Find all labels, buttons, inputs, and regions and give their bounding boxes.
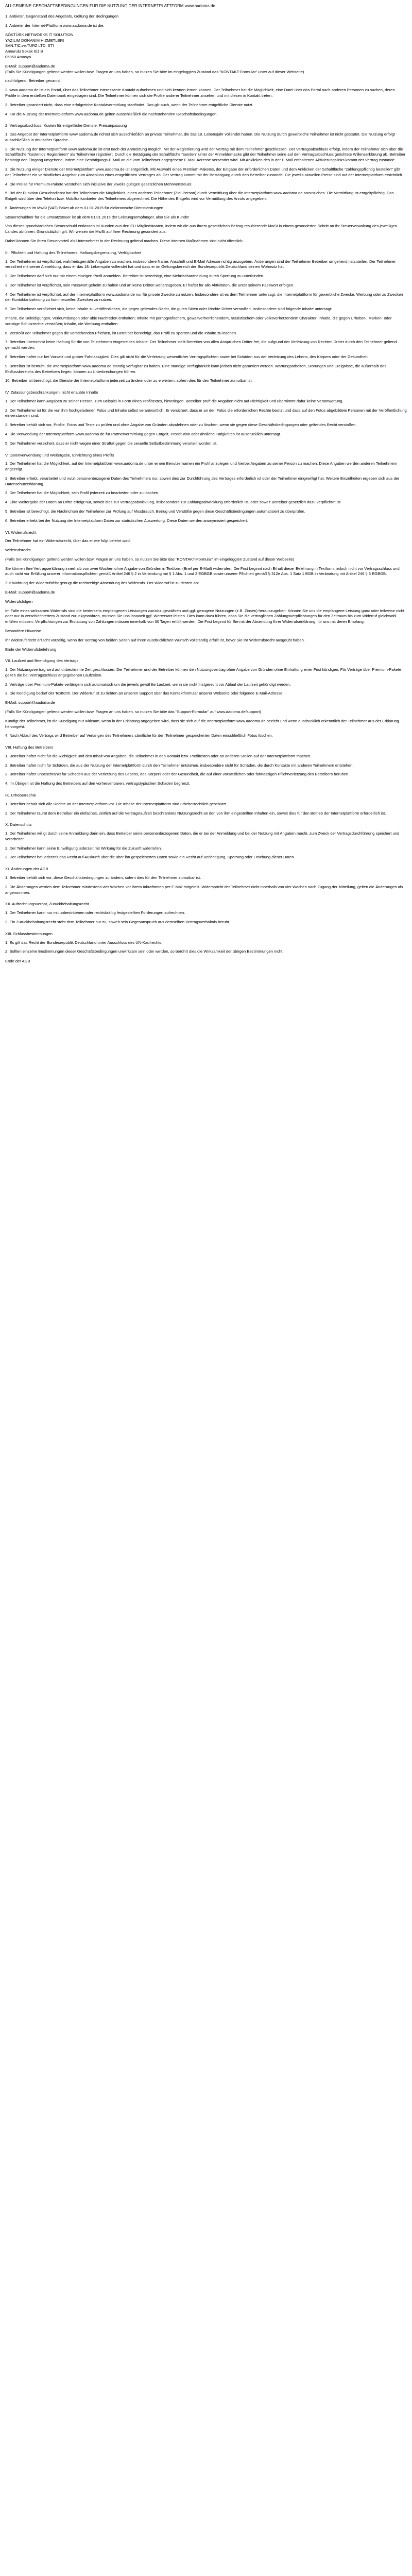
- section-paragraph: 1. Das Angebot der Internetplattform www.aadoma.de richtet sich ausschließlich an private Teilnehmer, die das 18. Lebensjahr vollendet haben. Die Nutzung durch gewerbliche Teilnehmer ist nicht gestattet. Die Nutzung erfolgt ausschließlich in deutscher Sprache.: [5, 132, 395, 142]
- section-paragraph: 2. Die Nutzung der Internetplattform www.aadoma.de ist erst nach der Anmeldung möglich. Mit der Registrierung wird der Vertrag mit dem Teilnehmer geschlossen. Der Vertragsabschluss erfolgt, indem der Teilnehmer sich über die Schaltfläche "kostenlos Registrieren" als Teilnehmer registriert. Durch die Betätigung der Schaltfläche "senden" unter der Anmeldemaske gibt der Teilnehmer seine auf den Vertragsabschluss gerichtete Willenserklärung ab. Betreiber bestätigt den Eingang umgehend, indem eine Bestätigungs-E-Mail an die vom Teilnehmer angegebene E-Mail-Adresse versendet wird. Mit Anklicken des in der E-Mail enthaltenen Aktivierungslinks kommt der Vertrag zustande.: [5, 146, 406, 163]
- section-paragraph: 1. Der Teilnehmer kann nur mit unbestrittenen oder rechtskräftig festgestellten Forderungen aufrechnen.: [5, 910, 185, 916]
- agb-section: [5, 822, 407, 860]
- agb-section: [5, 902, 407, 925]
- section-paragraph: 4. Die Verwendung der Internetplattform www.aadoma.de für Partnervermittlung gegen Entgelt, Prostitution oder ähnliche Tätigkeiten ist ausdrücklich untersagt.: [5, 431, 281, 436]
- section-paragraph: 2. Der Teilnehmer kann seine Einwilligung jederzeit mit Wirkung für die Zukunft widerrufen.: [5, 845, 162, 851]
- agb-section: [5, 88, 407, 117]
- section-heading: VII. Laufzeit und Beendigung des Vertrags: [5, 658, 79, 664]
- section-paragraph: 5. Der Teilnehmer versichert, dass er nicht wegen einer Straftat gegen die sexuelle Selbstbestimmung verurteilt worden ist.: [5, 440, 218, 446]
- section-paragraph: 4. Für die Nutzung der Internetplattform www.aadoma.de gelten ausschließlich die nachstehenden Geschäftsbedingungen.: [5, 111, 218, 116]
- section-paragraph: 1. Betreiber behält sich vor, diese Geschäftsbedingungen zu ändern, sofern dies für den Teilnehmer zumutbar ist.: [5, 875, 201, 880]
- section-paragraph: 3. Der Teilnehmer hat die Möglichkeit, sein Profil jederzeit zu bearbeiten oder zu löschen.: [5, 490, 160, 496]
- section-paragraph: 3. Betreiber behält sich vor, Profile, Fotos und Texte zu prüfen und ohne Angabe von Gründen abzulehnen oder zu löschen, wenn sie gegen diese Geschäftsbedingungen oder geltendes Recht verstoßen.: [5, 422, 357, 428]
- section-paragraph: Im Falle eines wirksamen Widerrufs sind die beiderseits empfangenen Leistungen zurückzugewähren und ggf. gezogene Nutzungen (z.B. Zinsen) herauszugeben. Können Sie uns die empfangene Leistung ganz oder teilweise nicht oder nur in verschlechtertem Zustand zurückgewähren, müssen Sie uns insoweit ggf. Wertersatz leisten. Dies kann dazu führen, dass Sie die vertraglichen Zahlungsverpflichtungen für den Zeitraum bis zum Widerruf gleichwohl erfüllen müssen. Verpflichtungen zur Erstattung von Zahlungen müssen innerhalb von 30 Tagen erfüllt werden. Die Frist beginnt für Sie mit der Absendung Ihrer Widerrufserklärung, für uns mit deren Empfang.: [5, 608, 405, 624]
- section-paragraph: 9. Betreiber ist bemüht, die Internetplattform www.aadoma.de ständig verfügbar zu halten. Eine ständige Verfügbarkeit kann jedoch nicht garantiert werden. Wartungsarbeiten, Störungen und Ereignisse, die außerhalb des Einflussbereichs des Betreibers liegen, können zu Unterbrechungen führen.: [5, 363, 387, 374]
- section-paragraph: Sie können Ihre Vertragserklärung innerhalb von zwei Wochen ohne Angabe von Gründen in Textform (Brief per E-Mail) widerrufen. Die Frist beginnt nach Erhalt dieser Belehrung in Textform, jedoch nicht vor Vertragsschluss und auch nicht vor Erfüllung unserer Informationspflichten gemäß Artikel 246 § 2 in Verbindung mit § 1 Abs. 1 und 2 EGBGB sowie unserer Pflichten gemäß § 312e Abs. 1 Satz 1 BGB in Verbindung mit Artikel 246 § 3 EGBGB.: [5, 566, 400, 577]
- section-paragraph: 8. Betreiber haftet nur bei Vorsatz und grober Fahrlässigkeit. Dies gilt nicht für die Verletzung wesentlicher Vertragspflichten sowie bei Schäden aus der Verletzung des Lebens, des Körpers oder der Gesundheit.: [5, 354, 369, 359]
- page-title: ALLGEMEINE GESCHÄFTSBEDINGUNGEN FÜR DIE NUTZUNG DER INTERNETPLATTFORM www.aadoma.de: [5, 4, 215, 8]
- agb-section: [5, 745, 407, 787]
- section-paragraph: 1. Es gilt das Recht der Bundesrepublik Deutschland unter Ausschluss des UN-Kaufrechts.: [5, 940, 163, 945]
- section-paragraph: 7. Betreiber übernimmt keine Haftung für die von Teilnehmern eingestellten Inhalte. Der Teilnehmer stellt Betreiber von allen Ansprüchen Dritter frei, die aufgrund der Verletzung von Rechten Dritter durch den Teilnehmer geltend gemacht werden.: [5, 340, 397, 350]
- section-paragraph: Ende der Widerrufsbelehrung: [5, 647, 57, 652]
- section-paragraph: 4. Im Übrigen ist die Haftung des Betreibers auf den vorhersehbaren, vertragstypischen Schaden begrenzt.: [5, 781, 191, 786]
- agb-section: [5, 793, 407, 816]
- section-paragraph: 1. Betreiber behält sich alle Rechte an der Internetplattform vor. Die Inhalte der Internetplattform sind urheberrechtlich geschützt.: [5, 801, 228, 806]
- section-heading: X. Datenschutz: [5, 822, 32, 827]
- section-paragraph: Steuerschuldner für die Umsatzsteuer ist ab dem 01.01.2015 der Leistungsempfänger, also Sie als Kunde!: [5, 214, 190, 219]
- section-paragraph: Widerrufsfolgen: [5, 599, 33, 604]
- agb-section: [5, 250, 407, 384]
- section-paragraph: 2. Der Teilnehmer ist für die von ihm hochgeladenen Fotos und Inhalte selbst verantwortlich. Er versichert, dass er an den Fotos die erforderlichen Rechte besitzt und dass auf den Fotos abgebildete Personen mit der Veröffentlichung einverstanden sind.: [5, 408, 407, 418]
- section-paragraph: Besondere Hinweise: [5, 628, 41, 633]
- section-heading: XI. Änderungen der AGB: [5, 867, 48, 872]
- section-paragraph: E-Mail: support@aadoma.de: [5, 590, 55, 595]
- section-paragraph: (Falls Sie Kündigungen geltend werden wollen bzw. Fragen an uns haben, so nutzen Sie bitte das "Support-Formular" auf www.aadoma.de/support): [5, 709, 261, 714]
- section-paragraph: 5. Der Teilnehmer verpflichtet sich, keine Inhalte zu veröffentlichen, die gegen geltendes Recht, die guten Sitten oder Rechte Dritter verstoßen. Insbesondere sind folgende Inhalte untersagt:: [5, 307, 333, 312]
- sections-container: [5, 88, 407, 955]
- intro-heading: 1. Anbieter, Gegenstand des Angebots, Geltung der Bedingungen: [5, 14, 119, 19]
- section-paragraph: 2. Sollten einzelne Bestimmungen dieser Geschäftsbedingungen unwirksam sein oder werden, so berührt dies die Wirksamkeit der übrigen Bestimmungen nicht.: [5, 949, 284, 954]
- section-paragraph: 6. Verstößt der Teilnehmer gegen die vorstehenden Pflichten, ist Betreiber berechtigt, das Profil zu sperren und die Inhalte zu löschen.: [5, 330, 237, 335]
- section-heading: IV. Zulassungsbeschränkungen, nicht erlaubte Inhalte: [5, 390, 98, 395]
- agb-section: [5, 530, 407, 653]
- section-paragraph: 10. Betreiber ist berechtigt, die Dienste der Internetplattform jederzeit zu ändern oder zu erweitern, sofern dies für den Teilnehmer zumutbar ist.: [5, 378, 253, 383]
- section-paragraph: 5. Bei der Funktion Gesuchsdienst hat der Teilnehmer die Möglichkeit, einen anderen Teilnehmer (Ziel-Person) durch Vermittlung über die Internetplattform www.aadoma.de anzusuchen. Die Vermittlung ist entgeltpflichtig. Das Entgelt wird über den Telefon bzw. Mobilfunkanbieter des Teilnehmers abgerechnet. Die Höhe des Entgelts wird vor Vermittlung des Anrufs angegeben.: [5, 191, 394, 201]
- company-address: SÖKTÜRK NETWORKS IT SOLUTION YAZILIM DONANIM HIZMETLERI SAN.TIC.ve.TURZ LTD. STI Annurulu Sokak 6/1 B 05050 Amasya: [5, 32, 74, 60]
- section-paragraph: 3. Betreiber haftet unbeschränkt für Schäden aus der Verletzung des Lebens, des Körpers oder der Gesundheit, die auf einer vorsätzlichen oder fahrlässigen Pflichtverletzung des Betreibers beruhen.: [5, 772, 350, 777]
- section-paragraph: 2. Der Teilnehmer darf sich nur mit einem einzigen Profil anmelden. Betreiber ist berechtigt, eine Mehrfachanmeldung durch Sperrung zu unterbinden.: [5, 274, 265, 279]
- section-paragraph: 4. Der Teilnehmer ist verpflichtet, auf der Internetplattform www.aadoma.de nur für private Zwecke zu nutzen. Insbesondere ist es dem Teilnehmer untersagt, die Internetplattform für gewerbliche Zwecke, Werbung oder zu Zwecken der Kontaktanbahnung zu kommerziellen Zwecken zu nutzen.: [5, 292, 403, 302]
- section-heading: III. Pflichten und Haftung des Teilnehmers, Haftungsbegrenzung, Verfügbarkeit: [5, 250, 142, 255]
- contact-info: E-Mail: support@aadoma.de (Falls Sie Kündigungen geltend werden wollen bzw. Fragen an uns haben, so nutzen Sie bitte im eingeloggten Zustand das "KONTAKT-Formular" unter auf dieser Webseite): [5, 63, 304, 74]
- section-paragraph: 4. Nach Ablauf des Vertrags wird Betreiber auf Verlangen des Teilnehmers sämtliche für den Teilnehmer gespeicherten Daten einschließlich Fotos löschen.: [5, 733, 273, 738]
- section-paragraph: 3. Die Nutzung einiger Dienste der Internetplattform www.aadoma.de ist entgeltlich. Mit Auswahl eines Premium-Paketes, der Eingabe der erforderlichen Daten und dem Anklicken der Schaltfläche "zahlungspflichtig bestellen" gibt der Teilnehmer ein verbindliches Angebot zum Abschluss eines entgeltlichen Vertrages ab. Der Vertrag kommt mit der Bestätigung durch den Betreiber zustande. Die jeweils aktuellen Preise sind auf der Internetplattform ersichtlich.: [5, 166, 403, 177]
- section-paragraph: 1. Der Teilnehmer kann Angaben zu seiner Person, zum Beispiel in Form eines Profiltextes, hinterlegen. Betreiber prüft die Angaben nicht auf Richtigkeit und übernimmt dafür keine Verantwortung.: [5, 398, 344, 403]
- section-paragraph: 4. Die Preise für Premium-Pakete verstehen sich inklusive der jeweils gültigen gesetzlichen Mehrwertsteuer.: [5, 181, 192, 187]
- agb-section: [5, 658, 407, 739]
- section-paragraph: 4. Eine Weitergabe der Daten an Dritte erfolgt nur, soweit dies zur Vertragsabwicklung, insbesondere zur Zahlungsabwicklung erforderlich ist, oder soweit Betreiber gesetzlich dazu verpflichtet ist.: [5, 500, 342, 505]
- section-paragraph: 3. Die Kündigung bedarf der Textform. Der Widerruf ist zu richten an unseren Support über das Kontaktformular unserer Webseite oder folgende E-Mail-Adresse:: [5, 691, 284, 696]
- section-paragraph: 1. Betreiber haftet nicht für die Richtigkeit und den Inhalt von Angaben, die Teilnehmer in den Kontakt bzw. Profiltexten oder an anderen Stellen auf der Internetplattform machen.: [5, 753, 312, 758]
- represented-note: nachfolgend: Betreiber genannt: [5, 78, 60, 83]
- section-paragraph: 2. Betreiber haftet nicht für Schäden, die aus der Nutzung der Internetplattform durch den Teilnehmer entstehen, insbesondere nicht für Schäden, die durch Kontakte mit anderen Teilnehmern entstehen.: [5, 762, 354, 768]
- section-paragraph: 1. Der Nutzungsvertrag wird auf unbestimmte Zeit geschlossen. Der Teilnehmer und der Betreiber können den Nutzungsvertrag ohne Angabe von Gründen ohne Einhaltung einer Frist kündigen. Für Verträge über Premium-Pakete gelten die bei Vertragsschluss angegebenen Laufzeiten.: [5, 667, 401, 677]
- section-paragraph: 1. Der Teilnehmer hat die Möglichkeit, auf der Internetplattform www.aadoma.de unter einem Benutzernamen ein Profil anzulegen und hierbei Angaben zu seiner Person zu machen. Diese Angaben werden anderen Teilnehmern angezeigt.: [5, 461, 398, 472]
- agb-section: [5, 867, 407, 895]
- section-paragraph: 5. Betreiber ist berechtigt, die Nachrichten der Teilnehmer zur Prüfung auf Missbrauch, Betrug und Verstöße gegen diese Geschäftsbedingungen automatisiert zu überprüfen.: [5, 509, 305, 514]
- section-paragraph: 2. Ein Zurückbehaltungsrecht steht dem Teilnehmer nur zu, soweit sein Gegenanspruch aus demselben Vertragsverhältnis beruht.: [5, 919, 230, 924]
- section-heading: VI. Widerrufsrecht: [5, 530, 37, 535]
- section-paragraph: (Falls Sie Kündigungen geltend werden wollen bzw. Fragen an uns haben, so nutzen Sie bitte das "KONTAKT-Formular" im eingeloggten Zustand auf dieser Webseite): [5, 556, 295, 562]
- section-paragraph: 2. Betreiber erhebt, verarbeitet und nutzt personenbezogene Daten des Teilnehmers nur, soweit dies zur Durchführung des Vertrages erforderlich ist oder der Teilnehmer eingewilligt hat. Weitere Einzelheiten ergeben sich aus der Datenschutzerklärung.: [5, 476, 400, 486]
- section-paragraph: Kündigt der Teilnehmer, ist die Kündigung nur wirksam, wenn in der Erklärung angegeben wird, dass sie sich auf die Internetplattform www.aadoma.de bezieht und wenn ausdrücklich erkenntlich der Teilnehmer aus der Erklärung hervorgeht.: [5, 718, 399, 729]
- section-paragraph: 2. Verträge über Premium-Pakete verlängern sich automatisch um die jeweils gewählte Laufzeit, wenn sie nicht fristgerecht vor Ablauf der Laufzeit gekündigt werden.: [5, 682, 291, 687]
- section-heading: XII. Aufrechnungsverbot, Zurückbehaltungsrecht: [5, 902, 89, 907]
- section-paragraph: Der Teilnehmer hat ein Widerrufsrecht, über das er wie folgt belehrt wird:: [5, 538, 131, 544]
- agb-section: [5, 931, 407, 955]
- section-paragraph: 2. Die Änderungen werden dem Teilnehmer mindestens vier Wochen vor ihrem Inkrafttreten per E-Mail mitgeteilt. Widerspricht der Teilnehmer nicht innerhalb von vier Wochen nach Zugang der Mitteilung, gelten die Änderungen als angenommen.: [5, 884, 403, 895]
- section-paragraph: Ihr Widerrufsrecht erlischt vorzeitig, wenn der Vertrag von beiden Seiten auf Ihren ausdrücklichen Wunsch vollständig erfüllt ist, bevor Sie Ihr Widerrufsrecht ausgeübt haben.: [5, 637, 305, 642]
- end-note: Ende der AGB: [5, 959, 30, 964]
- section-paragraph: 3. Der Teilnehmer ist verpflichtet, sein Passwort geheim zu halten und an keine Dritten weiterzugeben. Er haftet für alle Aktivitäten, die unter seinem Passwort erfolgen.: [5, 282, 295, 287]
- section-paragraph: 6. Änderungen im MwSt (VAT) Paket ab dem 01.01.2015 für elektronische Dienstleistungen: [5, 205, 164, 210]
- section-heading: IX. Urheberrechte: [5, 793, 36, 798]
- intro-provider: 1. Anbieter der Internet-Plattform www.aadoma.de ist die:: [5, 23, 105, 28]
- agb-section: [5, 123, 407, 244]
- section-paragraph: E-Mail: support@aadoma.de: [5, 700, 55, 705]
- section-heading: V. Datenverwendung und Weitergabe, Einrichtung eines Profils: [5, 452, 114, 457]
- section-heading: 2. Vertragsabschluss, Kosten für entgeltliche Dienste, Preisanpassung: [5, 123, 127, 128]
- section-paragraph: Von diesen grundsätzlichen Steuerschuld entlassen ist Kunden aus den EU Mitgliedstaaten, indem wir die aus Ihrem gesetzlichen Beitrag resultierende MwSt in einem gesonderten Schritt an Ihr Steuerverwaltung des jeweiligen Landes abführen. Grundsätzlich gilt: Wir weisen die MwSt auf Ihrer Rechnung gesondert aus.: [5, 224, 397, 234]
- section-heading: VIII. Haftung des Betreibers: [5, 745, 54, 750]
- agb-document: [0, 0, 412, 970]
- section-paragraph: 2. Der Teilnehmer räumt dem Betreiber ein einfaches, zeitlich auf die Vertragslaufzeit beschränktes Nutzungsrecht an den von ihm eingestellten Inhalten ein, soweit dies für den Betrieb der Internetplattform erforderlich ist.: [5, 810, 386, 816]
- section-paragraph: 2. www.aadoma.de ist ein Portal, über das Teilnehmer interessante Kontakt aufnehmen und sich kennen lernen können. Der Teilnehmer hat die Möglichkeit, eine Datei über das Portal nach anderen Personen zu suchen, deren Profile in dem erstellten Datenbank eingetragen sind. Die Teilnehmer können sich die Profile anderer Teilnehmer ansehen und mit diesen in Kontakt treten.: [5, 88, 395, 98]
- agb-section: [5, 390, 407, 446]
- section-paragraph: Widerrufsrecht: [5, 548, 31, 553]
- agb-section: [5, 453, 407, 524]
- section-paragraph: 1. Der Teilnehmer willigt durch seine Anmeldung darin ein, dass Betreiber seine personenbezogenen Daten, die er bei der Anmeldung und bei der Nutzung mit Angaben macht, zum Zweck der Vertragsdurchführung speichert und verarbeitet.: [5, 831, 400, 841]
- section-paragraph: 6. Betreiber erhebt bei der Nutzung der Internetplattform Daten zur statistischen Auswertung. Diese Daten werden anonymisiert gespeichert.: [5, 518, 248, 523]
- section-paragraph: Zur Wahrung der Widerrufsfrist genügt die rechtzeitige Absendung des Widerrufs. Der Widerruf ist zu richten an:: [5, 581, 199, 586]
- section-paragraph: 1. Der Teilnehmer ist verpflichtet, wahrheitsgemäße Angaben zu machen, insbesondere Name, Anschrift und E-Mail Adresse richtig anzugeben. Änderungen sind der Teilnehmer Betreiber umgehend mitzuteilen. Der Teilnehmer versichert mit seiner Anmeldung, dass er das 18. Lebensjahr vollendet hat und dass er im Geltungsbereich der Bundesrepublik Deutschland seinen Wohnsitz hat.: [5, 259, 396, 269]
- section-paragraph: Dabei können Sie Ihren Steuervorteil als Unternehmer in der Rechnung geltend machen. Diese internen Maßnahmen sind nicht öffentlich.: [5, 239, 244, 244]
- section-heading: XIII. Schlussbestimmungen: [5, 931, 53, 936]
- section-paragraph: 3. Betreiber garantiert nicht, dass eine erfolgreiche Kontaktvermittlung stattfindet. Das gilt auch, wenn der Teilnehmer entgeltliche Dienste nutzt.: [5, 102, 253, 107]
- section-paragraph: 3. Der Teilnehmer hat jederzeit das Recht auf Auskunft über die über ihn gespeicherten Daten sowie ein Recht auf Berichtigung, Sperrung oder Löschung dieser Daten.: [5, 855, 295, 860]
- section-paragraph: Inhalte, die Beleidigungen, Verleumdungen oder üble Nachreden enthalten; Inhalte mit pornografischem, gewaltverherrlichendem, rassistischem oder volksverhetzendem Charakter; Inhalte, die gegen Urheber-, Marken- oder sonstige Schutzrechte verstoßen; Inhalte, die Werbung enthalten.: [5, 316, 392, 326]
